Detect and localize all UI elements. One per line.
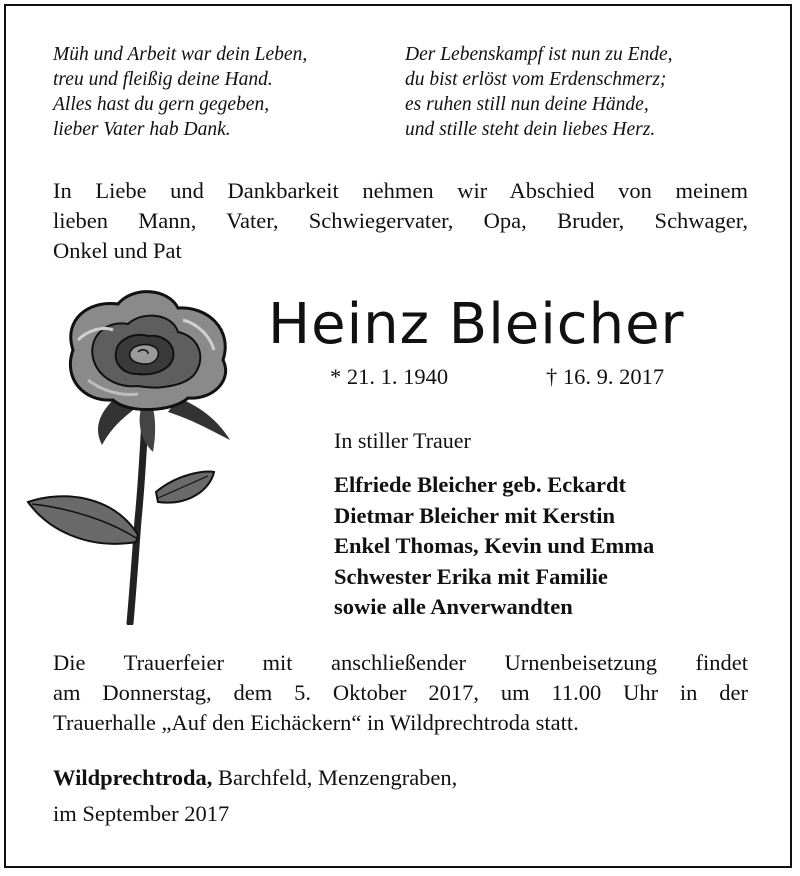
place-line <box>53 760 457 796</box>
family-line: Elfriede Bleicher geb. Eckardt <box>334 472 627 497</box>
mourning-label: In stiller Trauer <box>334 428 471 453</box>
place-bold: Wildprechtroda, <box>53 765 213 790</box>
notice-date: im September 2017 <box>53 801 230 826</box>
ceremony-text <box>53 648 748 738</box>
poem-line: Alles hast du gern gegeben, <box>53 94 270 115</box>
family-line: Schwester Erika mit Familie <box>334 563 608 589</box>
ceremony-line: am Donnerstag, dem 5. Oktober 2017, um 11.00 Uhr in der <box>53 680 748 705</box>
ceremony-line: Trauerhalle „Auf den Eichäckern“ in Wildprechtroda statt. <box>53 710 579 735</box>
poem-line: es ruhen still nun deine Hände, <box>405 94 649 115</box>
poem-left <box>53 42 307 142</box>
ceremony-line: Die Trauerfeier mit anschließender Urnenbeisetzung findet <box>53 650 748 675</box>
intro-text <box>53 176 748 266</box>
intro-line: lieben Mann, Vater, Schwiegervater, Opa, Bruder, Schwager, <box>53 208 748 233</box>
poem-line: Der Lebenskampf ist nun zu Ende, <box>405 44 673 65</box>
family-line: sowie alle Anverwandten <box>334 594 573 619</box>
death-date: † 16. 9. 2017 <box>546 364 665 389</box>
family-line: Dietmar Bleicher mit Kerstin <box>334 502 615 528</box>
rose-icon <box>18 280 248 625</box>
birth-date: * 21. 1. 1940 <box>330 364 449 389</box>
poem-line: und stille steht dein liebes Herz. <box>405 119 656 140</box>
poem-line: Müh und Arbeit war dein Leben, <box>53 44 308 65</box>
family-list <box>334 470 654 623</box>
poem-right <box>405 42 673 142</box>
poem-line: treu und fleißig deine Hand. <box>53 69 273 90</box>
poem-line: lieber Vater hab Dank. <box>53 119 231 140</box>
family-line: Enkel Thomas, Kevin und Emma <box>334 533 655 558</box>
poem-line: du bist erlöst vom Erdenschmerz; <box>405 69 667 90</box>
intro-line: Onkel und Pat <box>53 238 182 263</box>
intro-line: In Liebe und Dankbarkeit nehmen wir Abschied von meinem <box>53 178 748 203</box>
place-rest: Barchfeld, Menzengraben, <box>212 765 458 790</box>
deceased-name: Heinz Bleicher <box>268 292 685 357</box>
place-date <box>53 760 457 832</box>
